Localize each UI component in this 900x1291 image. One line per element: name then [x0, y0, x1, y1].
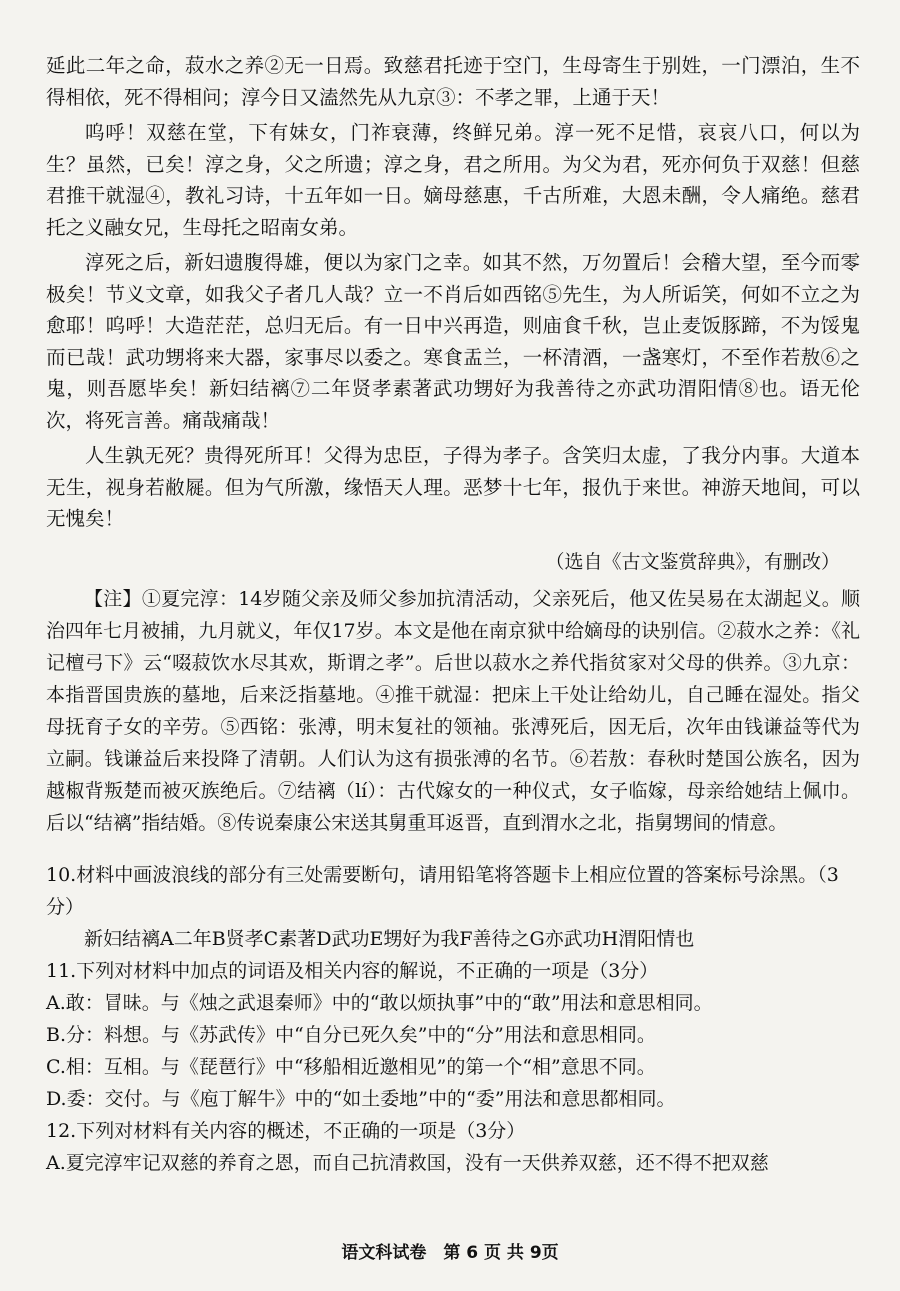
passage-paragraph-1: 延此二年之命，菽水之养②无一日焉。致慈君托迹于空门，生母寄生于别姓，一门漂泊，生不得相依，死不得相问；淳今日又溘然先从九京③：不孝之罪，上通于天！: [46, 54, 860, 109]
page-footer: 语文科试卷 第 6 页 共 9页: [341, 1243, 559, 1263]
question-12-option-a: A.夏完淳牢记双慈的养育之恩，而自己抗清救国，没有一天供养双慈，还不得不把双慈: [46, 1151, 769, 1174]
question-11-stem: 11.下列对材料中加点的词语及相关内容的解说，不正确的一项是（3分）: [46, 959, 659, 982]
question-11-option-d: D.委：交付。与《庖丁解牛》中的“如土委地”中的“委”用法和意思都相同。: [46, 1087, 676, 1110]
passage-paragraph-2: 呜呼！双慈在堂，下有妹女，门祚衰薄，终鲜兄弟。淳一死不足惜，哀哀八口，何以为生？虽然，已矣！淳之身，父之所遗；淳之身，君之所用。为父为君，死亦何负于双慈！但慈君推干就湿④，教礼习诗，十五年如一日。嫡母慈惠，千古所难，大恩未酬，令人痛绝。慈君托之义融女兄，生母托之昭南女弟。: [46, 121, 860, 239]
passage-paragraph-4: 人生孰无死？贵得死所耳！父得为忠臣，子得为孝子。含笑归太虚，了我分内事。大道本无生，视身若敝屣。但为气所激，缘悟天人理。恶梦十七年，报仇于来世。神游天地间，可以无愧矣！: [46, 444, 860, 530]
question-10-sentence: 新妇结褵A二年B贤孝C素著D武功E甥好为我F善待之G亦武功H渭阳情也: [84, 927, 695, 950]
question-11-option-a: A.敢：冒昧。与《烛之武退秦师》中的“敢以烦执事”中的“敢”用法和意思相同。: [46, 991, 713, 1014]
question-11-option-c: C.相：互相。与《琵琶行》中“移船相近邀相见”的第一个“相”意思不同。: [46, 1055, 656, 1078]
annotation-notes: 【注】①夏完淳：14岁随父亲及师父参加抗清活动，父亲死后，他又佐吴易在太湖起义。顺治四年七月被捕，九月就义，年仅17岁。本文是他在南京狱中给嫡母的诀别信。②菽水之养：《礼记檀弓下》云“啜菽饮水尽其欢，斯谓之孝”。后世以菽水之养代指贫家对父母的供养。③九京：本指晋国贵族的墓地，后来泛指墓地。④推干就湿：把床上干处让给幼儿，自己睡在湿处。指父母抚育子女的辛劳。⑤西铭：张溥，明末复社的领袖。张溥死后，因无后，次年由钱谦益等代为立嗣。钱谦益后来投降了清朝。人们认为这有损张溥的名节。⑥若敖：春秋时楚国公族名，因为越椒背叛楚而被灭族绝后。⑦结褵（lí）：古代嫁女的一种仪式，女子临嫁，母亲给她结上佩巾。后以“结褵”指结婚。⑧传说秦康公宋送其舅重耳返晋，直到渭水之北，指舅甥间的情意。: [46, 587, 860, 834]
question-10-stem: 10.材料中画波浪线的部分有三处需要断句，请用铅笔将答题卡上相应位置的答案标号涂黑。（3分）: [46, 863, 839, 918]
question-11-option-b: B.分：料想。与《苏武传》中“自分已死久矣”中的“分”用法和意思相同。: [46, 1023, 656, 1046]
passage-paragraph-3: 淳死之后，新妇遗腹得雄，便以为家门之幸。如其不然，万勿置后！会稽大望，至今而零极矣！节义文章，如我父子者几人哉？立一不肖后如西铭⑤先生，为人所诟笑，何如不立之为愈耶！呜呼！大造茫茫，总归无后。有一日中兴再造，则庙食千秋，岂止麦饭豚蹄，不为馁鬼而已哉！武功甥将来大器，家事尽以委之。寒食盂兰，一杯清酒，一盏寒灯，不至作若敖⑥之鬼，则吾愿毕矣！新妇结褵⑦二年贤孝素著武功甥好为我善待之亦武功渭阳情⑧也。语无伦次，将死言善。痛哉痛哉！: [46, 251, 860, 432]
source-citation: （选自《古文鉴赏辞典》，有删改）: [545, 550, 840, 573]
question-12-stem: 12.下列对材料有关内容的概述，不正确的一项是（3分）: [46, 1119, 526, 1142]
